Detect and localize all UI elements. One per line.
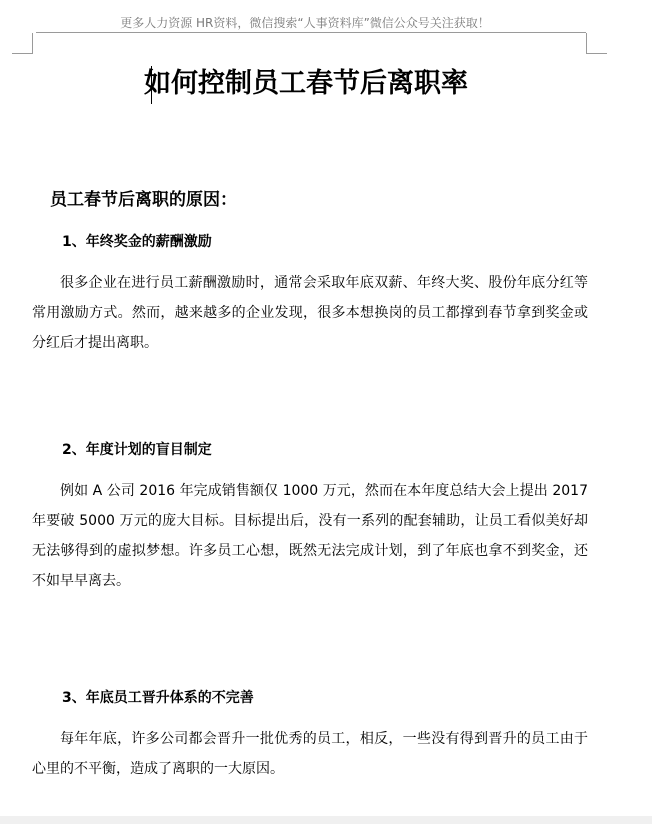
item-2-paragraph[interactable]: 例如 A 公司 2016 年完成销售额仅 1000 万元，然而在本年度总结大会上提出 2017 年要破 5000 万元的庞大目标。目标提出后，没有一系列的配套辅助，让员工看似美好却无法够得到的虚拟梦想。许多员工心想，既然无法完成计划，到了年底也拿不到奖金，还不如早早离去。 xyxy=(32,483,588,589)
page-bottom-edge xyxy=(0,816,652,824)
header-divider xyxy=(36,32,586,33)
item-1-paragraph[interactable]: 很多企业在进行员工薪酬激励时，通常会采取年底双薪、年终大奖、股份年底分红等常用激励方式。然而，越来越多的企业发现，很多本想换岗的员工都撑到春节拿到奖金或分红后才提出离职。 xyxy=(32,275,588,351)
top-right-margin-marker xyxy=(586,33,607,54)
item-3-heading[interactable]: 3、年底员工晋升体系的不完善 xyxy=(62,690,254,706)
section-heading[interactable]: 员工春节后离职的原因： xyxy=(50,190,237,210)
document-title[interactable]: 如何控制员工春节后离职率 xyxy=(144,68,468,99)
item-1-heading[interactable]: 1、年终奖金的薪酬激励 xyxy=(62,234,212,250)
header-note: 更多人力资源 HR资料，微信搜索“人事资料库”微信公众号关注获取！ xyxy=(120,16,490,30)
item-3-paragraph[interactable]: 每年年底，许多公司都会晋升一批优秀的员工，相反，一些没有得到晋升的员工由于心里的不平衡，造成了离职的一大原因。 xyxy=(32,731,588,777)
top-left-margin-marker xyxy=(12,33,33,54)
item-2-heading[interactable]: 2、年度计划的盲目制定 xyxy=(62,442,212,458)
